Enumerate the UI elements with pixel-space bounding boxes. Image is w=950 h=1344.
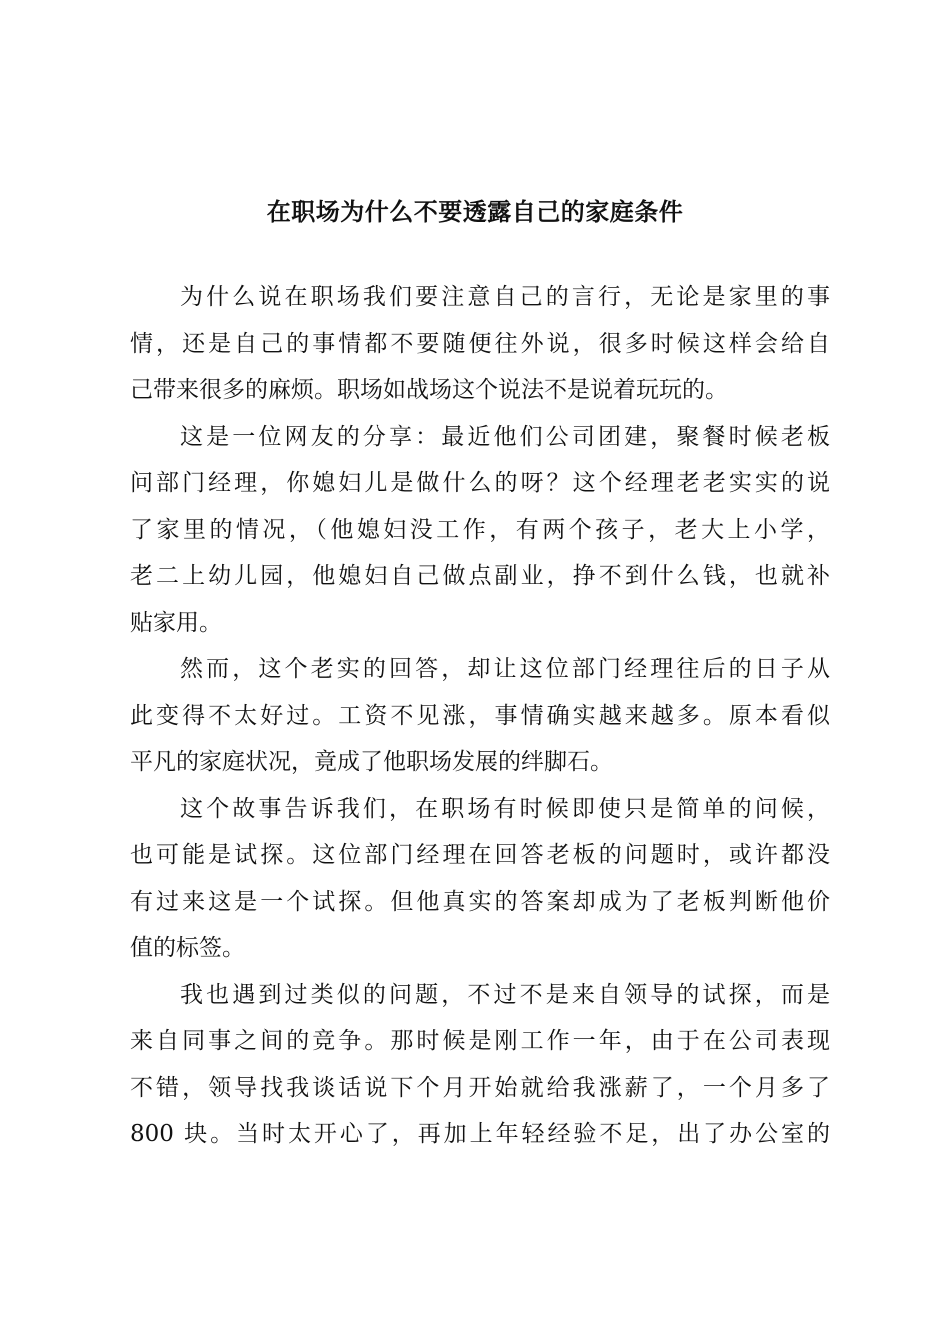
text-line: 情，还是自己的事情都不要随便往外说，很多时候这样会给自 [130, 330, 830, 357]
text-line: 这是一位网友的分享：最近他们公司团建，聚餐时候老板 [180, 423, 830, 450]
paragraph [130, 414, 830, 647]
text-line: 有过来这是一个试探。但他真实的答案却成为了老板判断他价 [130, 888, 830, 915]
text-line: 不错，领导找我谈话说下个月开始就给我涨薪了，一个月多了 [130, 1074, 830, 1101]
text-line: 此变得不太好过。工资不见涨，事情确实越来越多。原本看似 [130, 702, 830, 729]
text-line: 了家里的情况，（他媳妇没工作，有两个孩子，老大上小学， [130, 516, 830, 543]
text-line: 这个故事告诉我们，在职场有时候即使只是简单的问候， [180, 795, 830, 822]
document-title: 在职场为什么不要透露自己的家庭条件 [266, 197, 684, 226]
paragraph [130, 786, 830, 972]
paragraph [130, 274, 830, 414]
text-line: 800 块。当时太开心了，再加上年轻经验不足，出了办公室的 [130, 1121, 830, 1147]
text-line: 为什么说在职场我们要注意自己的言行，无论是家里的事 [180, 284, 830, 310]
paragraph [130, 972, 830, 1158]
text-line: 贴家用。 [130, 609, 222, 636]
text-line: 己带来很多的麻烦。职场如战场这个说法不是说着玩玩的。 [130, 377, 728, 403]
text-line: 也可能是试探。这位部门经理在回答老板的问题时，或许都没 [130, 842, 830, 868]
text-line: 老二上幼儿园，他媳妇自己做点副业，挣不到什么钱，也就补 [130, 563, 830, 589]
text-line: 我也遇到过类似的问题，不过不是来自领导的试探，而是 [180, 981, 830, 1008]
text-line: 问部门经理，你媳妇儿是做什么的呀？这个经理老老实实的说 [130, 470, 830, 496]
text-line: 来自同事之间的竞争。那时候是刚工作一年，由于在公司表现 [130, 1028, 830, 1054]
text-line: 值的标签。 [130, 935, 245, 961]
text-line: 然而，这个老实的回答，却让这位部门经理往后的日子从 [180, 656, 830, 682]
paragraph [130, 646, 830, 786]
document-body [130, 274, 830, 1158]
text-line: 平凡的家庭状况，竟成了他职场发展的绊脚石。 [130, 749, 613, 775]
